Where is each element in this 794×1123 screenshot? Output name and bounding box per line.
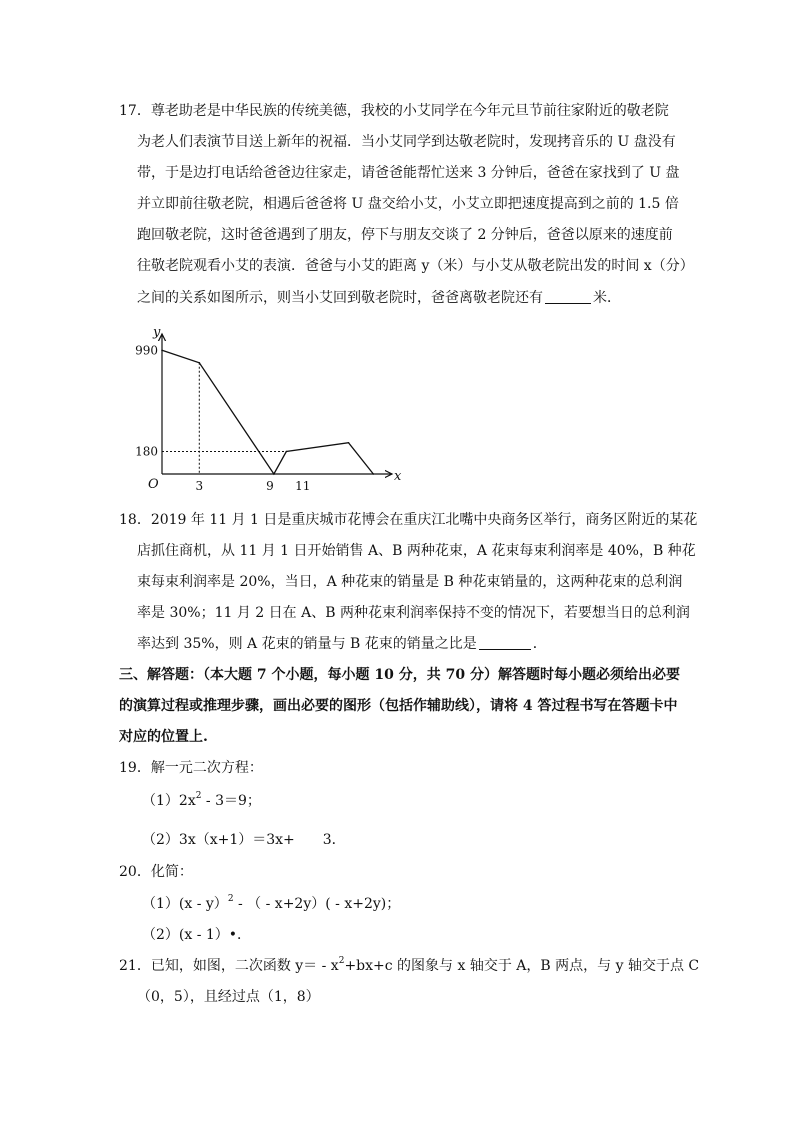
data-point (348, 442, 350, 444)
x-tick-label: 11 (295, 479, 311, 493)
q20-part-2: （2）(x - 1）•． (142, 927, 252, 943)
q21-line-1 (119, 956, 699, 976)
q20-title: 20．化简： (119, 864, 193, 880)
data-point (273, 473, 275, 475)
q18-line-5 (137, 634, 547, 654)
q18-line-1: 18．2019 年 11 月 1 日是重庆城市花博会在重庆江北嘴中央商务区举行，商务区附近的某花 (119, 512, 698, 528)
origin-label: O (148, 477, 159, 492)
data-point (373, 473, 375, 475)
graph-layer (135, 325, 402, 493)
q19-part-1-a: （1）2x (142, 793, 196, 809)
q21-line-2: （0，5），且经过点（1，8） (137, 989, 320, 1005)
q19-part-1-b: - 3＝9； (201, 793, 261, 809)
q17-line-4: 并立即前往敬老院，相遇后爸爸将 U 盘交给小艾，小艾立即把速度提高到之前的 1.5 倍 (137, 196, 679, 212)
y-tick-label: 180 (135, 444, 158, 459)
q18-line-5-text: 率达到 35%，则 A 花束的销量与 B 花束的销量之比是 (137, 636, 477, 652)
q17-answer-blank[interactable] (545, 289, 591, 304)
q17-line-3: 带，于是边打电话给爸爸边往家走，请爸爸能帮忙送来 3 分钟后，爸爸在家找到了 U 盘 (137, 165, 680, 181)
y-axis-label: y (153, 325, 161, 340)
q20-part-1-a: （1）(x - y） (142, 896, 228, 912)
distance-time-graph (130, 316, 400, 502)
q17-line-5: 跑回敬老院，这时爸爸遇到了朋友，停下与朋友交谈了 2 分钟后，爸爸以原来的速度前 (137, 227, 673, 243)
q19-part-1-exponent: 2 (195, 791, 202, 801)
q20-part-1 (142, 894, 400, 914)
data-point (161, 349, 163, 351)
q18-line-4: 率是 30%；11 月 2 日在 A、B 两种花束利润率保持不变的情况下，若要想当日的总利润 (137, 605, 690, 621)
q19-part-2: （2）3x（x+1）＝3x+ 3． (142, 832, 346, 848)
q17-line-6: 往敬老院观看小艾的表演．爸爸与小艾的距离 y（米）与小艾从敬老院出发的时间 x（分） (137, 258, 694, 274)
q18-line-2: 店抓住商机，从 11 月 1 日开始销售 A、B 两种花束，A 花束每束利润率是 40%，B 种花 (137, 543, 696, 559)
q21-line-1-a: 21．已知，如图，二次函数 y＝ - x (119, 958, 339, 974)
section3-line-1: 三、解答题：（本大题 7 个小题，每小题 10 分，共 70 分）解答题时每小题必须给出必要 (119, 667, 680, 683)
q20-part-1-exponent: 2 (227, 894, 234, 904)
q17-line-1: 17．尊老助老是中华民族的传统美德，我校的小艾同学在今年元旦节前往家附近的敬老院 (119, 103, 669, 119)
data-point (286, 451, 288, 453)
q17-line-7 (137, 288, 621, 308)
q18-line-5-end: ． (532, 636, 547, 652)
section3-line-2: 的演算过程或推理步骤，画出必要的图形（包括作辅助线），请将 4 答过程书写在答题卡中 (119, 698, 678, 714)
q18-answer-blank[interactable] (479, 635, 531, 650)
q19-part-1 (142, 791, 261, 811)
q17-line-7-text: 之间的关系如图所示，则当小艾回到敬老院时，爸爸离敬老院还有 (137, 290, 543, 306)
q18-line-3: 束每束利润率是 20%，当日，A 种花束的销量是 B 种花束销量的，这两种花束的总利润 (137, 574, 683, 590)
section3-line-3: 对应的位置上. (119, 729, 208, 745)
q21-line-1-exponent: 2 (338, 956, 345, 966)
x-tick-label: 9 (266, 479, 274, 493)
series-line-1 (162, 350, 373, 474)
y-tick-label: 990 (135, 343, 158, 358)
q17-line-7-end: 米． (593, 290, 621, 306)
q21-line-1-b: +bx+c 的图象与 x 轴交于 A，B 两点，与 y 轴交于点 C (344, 958, 700, 974)
q20-part-1-b: - （ - x+2y）( - x+2y)； (233, 896, 401, 912)
q17-line-2: 为老人们表演节目送上新年的祝福．当小艾同学到达敬老院时，发现拷音乐的 U 盘没有 (137, 134, 676, 150)
data-point (198, 362, 200, 364)
q19-title: 19．解一元二次方程： (119, 760, 263, 776)
x-axis-label: x (394, 469, 402, 484)
x-tick-label: 3 (195, 479, 204, 493)
